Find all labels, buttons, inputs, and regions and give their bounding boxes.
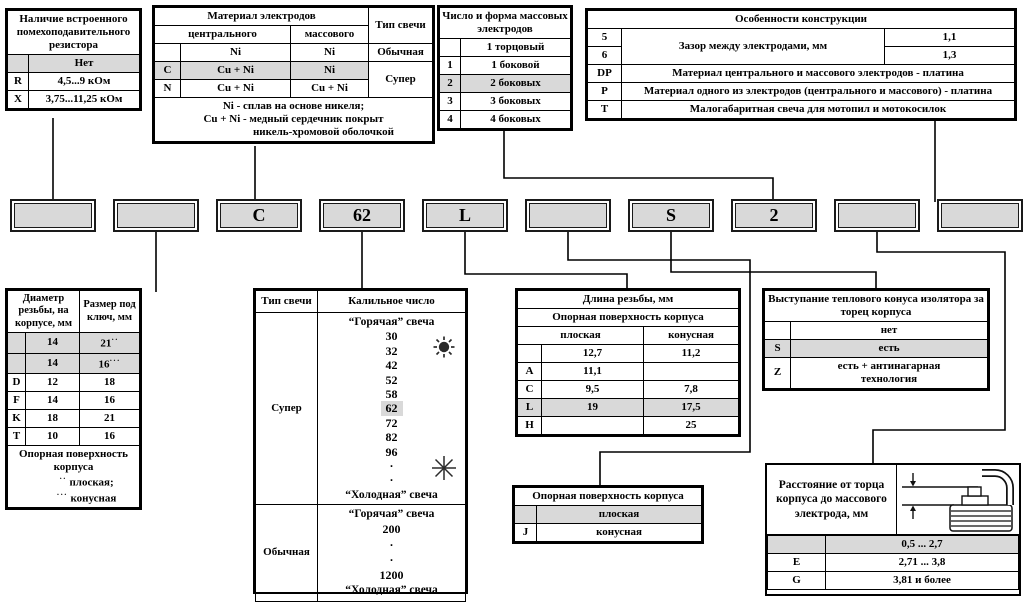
value-cell: 2 боковых	[461, 74, 571, 92]
designation-box-6	[525, 199, 611, 232]
code-cell: K	[8, 410, 26, 428]
designation-box-label: L	[426, 203, 504, 228]
heat-values-super	[318, 313, 466, 505]
designation-box-1	[10, 199, 96, 232]
center-col-header: центрального	[155, 25, 291, 43]
footnote-line	[10, 490, 137, 506]
code-cell: R	[8, 72, 29, 90]
wrench-cell: 16	[80, 392, 140, 410]
center-cell: Ni	[181, 43, 291, 61]
code-cell	[440, 38, 461, 56]
cone-cell: 7,8	[644, 380, 739, 398]
type-col-header: Тип свечи	[256, 291, 318, 313]
table-row	[440, 74, 571, 92]
heat-value: 200	[382, 522, 401, 537]
designation-box-3	[216, 199, 302, 232]
code-cell	[8, 353, 26, 374]
table-row	[518, 398, 739, 416]
table-row	[8, 392, 140, 410]
flat-cell	[542, 416, 644, 434]
table-row	[518, 380, 739, 398]
table-row	[515, 523, 702, 541]
dimension-arrows	[910, 481, 916, 511]
ground-col-header: массового	[291, 25, 369, 43]
table-title: Расстояние от торца корпуса до массового электрода, мм	[767, 465, 897, 534]
table-row	[765, 291, 988, 322]
designation-box-label	[529, 203, 607, 228]
table-row	[155, 61, 433, 79]
flat-cell: 12,7	[542, 344, 644, 362]
footnote-line	[10, 474, 137, 490]
table-row	[440, 8, 571, 39]
table-row	[8, 446, 140, 508]
code-cell: G	[768, 571, 826, 589]
designation-box-10	[937, 199, 1023, 232]
code-cell: T	[588, 100, 622, 118]
cone-cell	[644, 362, 739, 380]
table-row	[768, 571, 1019, 589]
code-cell: A	[518, 362, 542, 380]
value-cell: 3,75...11,25 кОм	[29, 90, 140, 108]
value-cell: плоская	[537, 505, 702, 523]
hot-plug-label: “Горячая” свеча	[348, 316, 435, 328]
table-row	[440, 56, 571, 74]
heat-value: 72	[385, 415, 398, 430]
code-cell	[155, 43, 181, 61]
designation-box-label: C	[220, 203, 298, 228]
diameter-cell: 14	[26, 353, 80, 374]
value-cell: Нет	[29, 54, 140, 72]
code-cell	[8, 54, 29, 72]
ellipsis-dot: ·	[389, 552, 394, 567]
value-cell: есть	[791, 339, 988, 357]
value-cell: Материал центрального и массового электродов - платина	[622, 64, 1015, 82]
electrode-distance-table	[765, 463, 1021, 596]
table-row	[518, 308, 739, 326]
table-row	[588, 64, 1015, 82]
table-row	[155, 97, 433, 141]
table-row	[256, 313, 466, 505]
footnote-mark: ··	[111, 335, 119, 345]
code-cell	[768, 536, 826, 554]
code-cell: DP	[588, 64, 622, 82]
value-cell: конусная	[537, 523, 702, 541]
spark-plug-diagram	[897, 465, 1019, 534]
designation-box-label: 2	[735, 203, 813, 228]
table-row	[518, 416, 739, 434]
heat-value: 42	[385, 358, 398, 373]
wrench-cell: 16	[80, 428, 140, 446]
table-row	[518, 291, 739, 309]
value-cell: 0,5 ... 2,7	[826, 536, 1019, 554]
designation-box-9	[834, 199, 920, 232]
code-cell: F	[8, 392, 26, 410]
table-row	[518, 362, 739, 380]
flat-cell: 11,1	[542, 362, 644, 380]
code-cell: 1	[440, 56, 461, 74]
table-row	[8, 353, 140, 374]
table-title: Длина резьбы, мм	[518, 291, 739, 309]
code-cell: 2	[440, 74, 461, 92]
thread-length-table	[515, 288, 741, 437]
designation-box-label	[14, 203, 92, 228]
snowflake-icon	[431, 455, 457, 481]
value-cell: 4,5...9 кОм	[29, 72, 140, 90]
designation-box-8	[731, 199, 817, 232]
table-title: Наличие встроенного помехоподавительного резистора	[8, 11, 140, 55]
code-cell: X	[8, 90, 29, 108]
table-row	[8, 54, 140, 72]
table-row	[765, 339, 988, 357]
type-cell: Супер	[369, 61, 433, 97]
table-row	[515, 505, 702, 523]
code-cell: 6	[588, 46, 622, 64]
type-cell: Супер	[256, 313, 318, 505]
thread-diameter-table	[5, 288, 142, 510]
diameter-cell: 18	[26, 410, 80, 428]
value-cell: нет	[791, 321, 988, 339]
sun-icon	[432, 335, 456, 359]
heat-value: 52	[385, 372, 398, 387]
wrench-cell	[80, 333, 140, 354]
wrench-cell: 18	[80, 374, 140, 392]
cold-plug-label: “Холодная” свеча	[345, 584, 438, 597]
table-row	[588, 11, 1015, 29]
cone-cell: 25	[644, 416, 739, 434]
table-row	[8, 90, 140, 108]
table-row	[765, 357, 988, 388]
designation-box-label	[838, 203, 916, 228]
table-row	[8, 11, 140, 55]
heat-rating-table	[253, 288, 468, 597]
diameter-cell: 12	[26, 374, 80, 392]
value-cell: Материал одного из электродов (центрального и массового) - платина	[622, 82, 1015, 100]
value-cell: 1 боковой	[461, 56, 571, 74]
table-row	[518, 344, 739, 362]
value-cell: Малогабаритная свеча для мотопил и мотокосилок	[622, 100, 1015, 118]
ground-electrodes-table	[437, 5, 573, 131]
ellipsis-dot: ·	[389, 473, 394, 488]
table-row	[518, 326, 739, 344]
table-title: Особенности конструкции	[588, 11, 1015, 29]
resistor-table	[5, 8, 142, 111]
note-line: никель-хромовой оболочкой	[252, 125, 395, 138]
designation-box-label: 62	[323, 203, 401, 228]
code-cell: J	[515, 523, 537, 541]
insulator-tip-table	[762, 288, 990, 391]
center-cell: Cu + Ni	[181, 79, 291, 97]
code-cell: H	[518, 416, 542, 434]
designation-box-label: S	[632, 203, 710, 228]
heat-value-highlighted	[320, 401, 463, 415]
heat-values-regular	[318, 505, 466, 601]
flat-col-header: плоская	[518, 326, 644, 344]
table-row	[440, 110, 571, 128]
footnote-mark: ···	[109, 355, 121, 365]
table-title: Материал электродов	[155, 8, 369, 26]
seat-surface-table	[512, 485, 704, 544]
value-cell: 1,1	[884, 28, 1014, 46]
type-cell: Обычная	[256, 505, 318, 601]
ground-cell: Ni	[291, 43, 369, 61]
code-cell	[515, 505, 537, 523]
designation-box-7	[628, 199, 714, 232]
footnote-mark: ···	[56, 489, 68, 499]
diameter-cell: 14	[26, 333, 80, 354]
designation-box-5	[422, 199, 508, 232]
table-row	[8, 428, 140, 446]
cone-cell: 11,2	[644, 344, 739, 362]
designation-box-4	[319, 199, 405, 232]
spark-plug-tip-drawing	[898, 467, 1018, 533]
code-cell: Z	[765, 357, 791, 388]
ground-cell: Cu + Ni	[291, 79, 369, 97]
code-cell: T	[8, 428, 26, 446]
table-row	[8, 374, 140, 392]
heat-value: 30	[385, 329, 398, 344]
seat-footnote	[8, 446, 140, 508]
table-row	[765, 321, 988, 339]
table-row	[8, 291, 140, 333]
designation-box-2	[113, 199, 199, 232]
designation-box-label	[117, 203, 195, 228]
type-cell: Обычная	[369, 43, 433, 61]
code-cell: D	[8, 374, 26, 392]
ellipsis-dot: ·	[389, 537, 394, 552]
hot-plug-label: “Горячая” свеча	[348, 508, 435, 521]
flat-cell: 19	[542, 398, 644, 416]
diameter-col-header: Диаметр резьбы, на корпусе, мм	[8, 291, 80, 333]
footnote-title: Опорная поверхность корпуса	[19, 448, 128, 474]
code-cell: C	[155, 61, 181, 79]
table-row	[8, 72, 140, 90]
electrode-material-table	[152, 5, 435, 144]
cold-plug-label: “Холодная” свеча	[345, 488, 438, 501]
heat-value: 82	[385, 430, 398, 445]
type-col-header: Тип свечи	[369, 8, 433, 44]
value-cell: 3 боковых	[461, 92, 571, 110]
wrench-col-header: Размер под ключ, мм	[80, 291, 140, 333]
table-row	[588, 100, 1015, 118]
table-row	[8, 333, 140, 354]
cone-cell: 17,5	[644, 398, 739, 416]
heat-col-header: Калильное число	[318, 291, 466, 313]
footnote-text: плоская;	[69, 476, 114, 489]
table-row	[440, 92, 571, 110]
table-row	[768, 553, 1019, 571]
wrench-cell: 21	[80, 410, 140, 428]
value-cell: есть + антинагарная технология	[791, 357, 988, 388]
cone-col-header: конусная	[644, 326, 739, 344]
table-row	[256, 291, 466, 313]
code-cell: N	[155, 79, 181, 97]
flat-cell: 9,5	[542, 380, 644, 398]
table-title: Выступание теплового конуса изолятора за торец корпуса	[765, 291, 988, 322]
center-cell: Cu + Ni	[181, 61, 291, 79]
table-row	[588, 82, 1015, 100]
heat-value: 58	[385, 387, 398, 402]
heat-value: 96	[385, 444, 398, 459]
gap-label-cell: Зазор между электродами, мм	[622, 28, 885, 64]
table-row	[256, 505, 466, 601]
table-row	[515, 488, 702, 506]
code-cell: P	[588, 82, 622, 100]
table-title: Число и форма массовых электродов	[440, 8, 571, 39]
footnote-text: конусная	[70, 492, 117, 505]
code-cell: S	[765, 339, 791, 357]
table-row	[588, 28, 1015, 46]
table-row	[440, 38, 571, 56]
code-cell	[8, 333, 26, 354]
heat-value: 32	[385, 343, 398, 358]
ground-cell: Ni	[291, 61, 369, 79]
code-cell	[765, 321, 791, 339]
value-cell: 1,3	[884, 46, 1014, 64]
table-title: Опорная поверхность корпуса	[515, 488, 702, 506]
heat-value: 62	[381, 401, 403, 415]
note-line: Cu + Ni - медный сердечник покрыт	[203, 112, 384, 125]
table-subtitle: Опорная поверхность корпуса	[518, 308, 739, 326]
table-row	[155, 43, 433, 61]
code-cell: 5	[588, 28, 622, 46]
value-cell: 1 торцовый	[461, 38, 571, 56]
code-cell: 4	[440, 110, 461, 128]
material-note	[155, 97, 433, 141]
heat-value: 1200	[379, 568, 404, 583]
electrode-distance-header	[767, 465, 1019, 535]
value-cell: 4 боковых	[461, 110, 571, 128]
footnote-mark: ··	[59, 474, 67, 484]
value-cell: 2,71 ... 3,8	[826, 553, 1019, 571]
designation-box-label	[941, 203, 1019, 228]
diameter-cell: 14	[26, 392, 80, 410]
code-cell: L	[518, 398, 542, 416]
design-features-table	[585, 8, 1017, 121]
note-line: Ni - сплав на основе никеля;	[222, 99, 365, 112]
wrench-value: 16	[98, 358, 110, 371]
wrench-cell	[80, 353, 140, 374]
table-row	[768, 536, 1019, 554]
value-cell: 3,81 и более	[826, 571, 1019, 589]
code-cell: 3	[440, 92, 461, 110]
diameter-cell: 10	[26, 428, 80, 446]
code-cell	[518, 344, 542, 362]
table-row	[8, 410, 140, 428]
wrench-value: 21	[100, 337, 112, 350]
code-cell: C	[518, 380, 542, 398]
ellipsis-dot: ·	[389, 459, 394, 474]
code-cell: E	[768, 553, 826, 571]
table-row	[155, 8, 433, 26]
